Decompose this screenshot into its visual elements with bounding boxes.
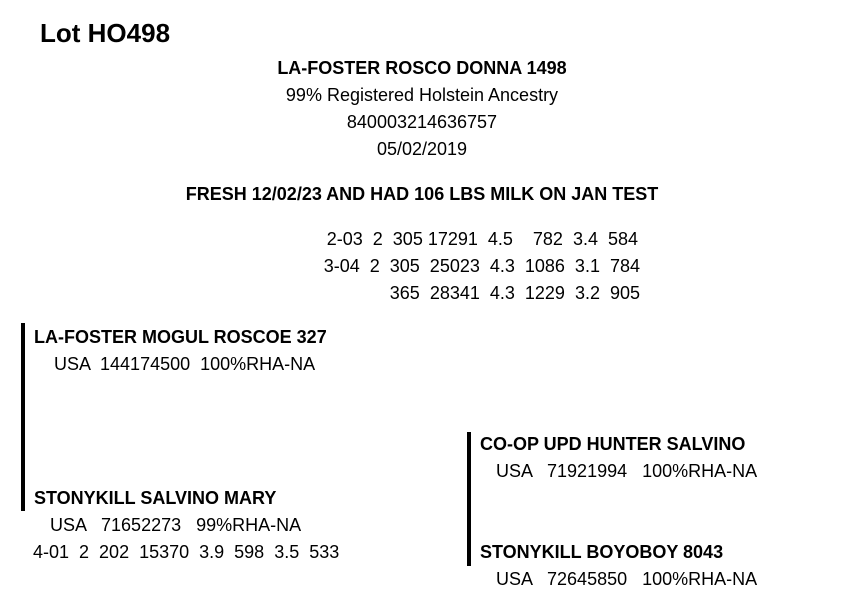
dam-details: USA 71652273 99%RHA-NA	[50, 515, 302, 535]
birth-date: 05/02/2019	[376, 139, 468, 159]
dam-dam-details: USA 72645850 100%RHA-NA	[496, 569, 758, 589]
sire-details: USA 144174500 100%RHA-NA	[54, 354, 316, 374]
animal-ancestry: 99% Registered Holstein Ancestry	[285, 85, 559, 105]
dam-sire-details: USA 71921994 100%RHA-NA	[496, 461, 758, 481]
dam-record: 4-01 2 202 15370 3.9 598 3.5 533	[33, 542, 340, 562]
animal-name: LA-FOSTER ROSCO DONNA 1498	[277, 58, 567, 78]
dam-dam-name: STONYKILL BOYOBOY 8043	[480, 542, 724, 562]
dam-sire-name: CO-OP UPD HUNTER SALVINO	[480, 434, 746, 454]
sire-name: LA-FOSTER MOGUL ROSCOE 327	[34, 327, 327, 347]
fresh-note: FRESH 12/02/23 AND HAD 106 LBS MILK ON JAN TEST	[185, 184, 659, 204]
production-record-3: 365 28341 4.3 1229 3.2 905	[389, 283, 640, 303]
pedigree-bracket-left	[21, 323, 25, 511]
lot-number: Lot HO498	[40, 18, 171, 48]
dam-name: STONYKILL SALVINO MARY	[34, 488, 277, 508]
animal-id: 840003214636757	[346, 112, 498, 132]
production-record-1: 2-03 2 305 17291 4.5 782 3.4 584	[326, 229, 638, 249]
pedigree-bracket-right	[467, 432, 471, 566]
production-record-2: 3-04 2 305 25023 4.3 1086 3.1 784	[323, 256, 640, 276]
